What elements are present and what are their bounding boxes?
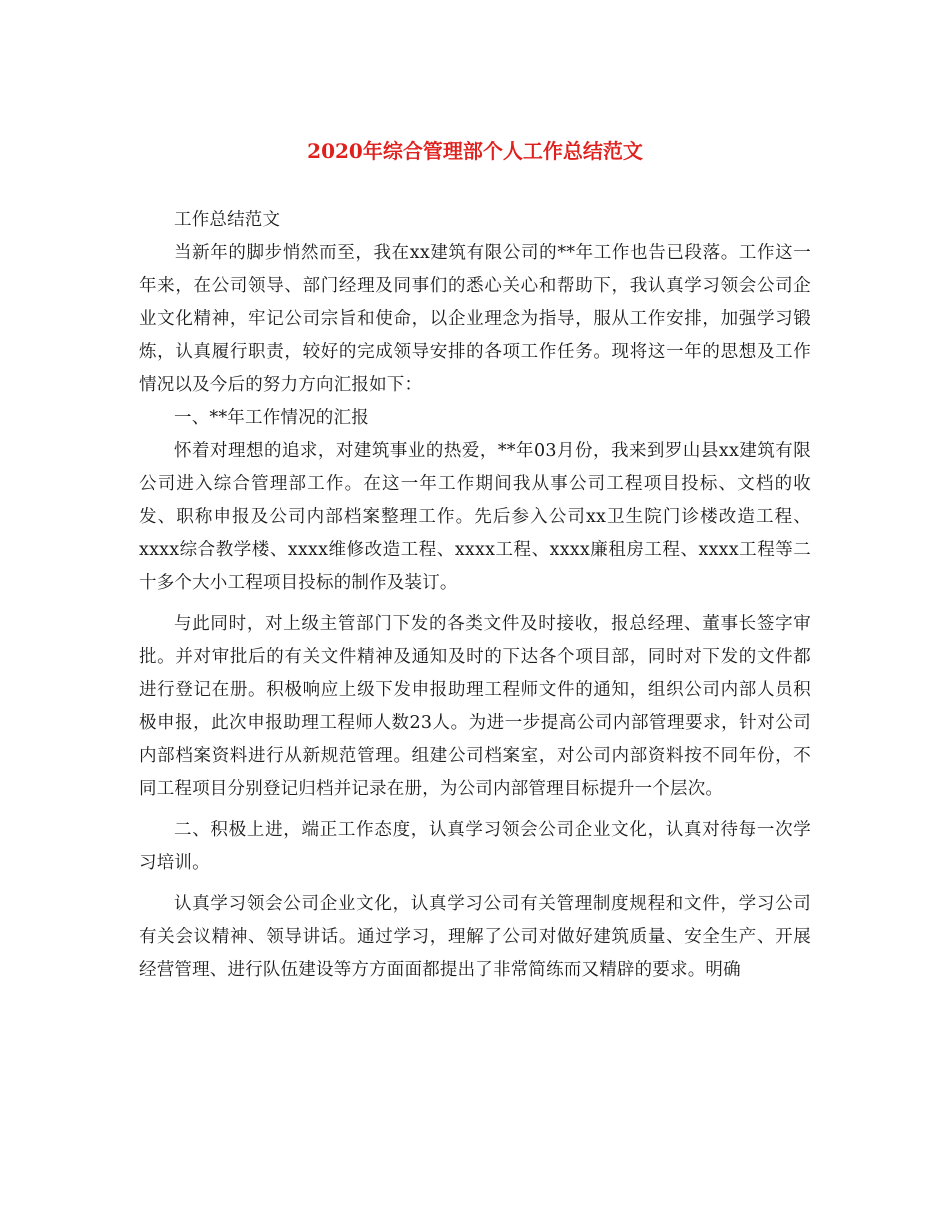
paragraph-subtitle: 工作总结范文 — [174, 210, 281, 230]
document-title: 2020年综合管理部个人工作总结范文 — [307, 139, 643, 163]
paragraph-work-report: 怀着对理想的追求，对建筑事业的热爱，**年03月份，我来到罗山县xx建筑有限公司进入综合管理部工作。在这一年工作期间我从事公司工程项目投标、文档的收发、职称申报及公司内部档案整理工作。先后参入公司xx卫生院门诊楼改造工程、xxxx综合教学楼、xxxx维修改造工程、xxxx工程、xxxx廉租房工程、xxxx工程等二十多个大小工程项目投标的制作及装订。 — [139, 441, 811, 593]
section-heading-1: 一、**年工作情况的汇报 — [174, 408, 369, 428]
paragraph-study: 认真学习领会公司企业文化，认真学习公司有关管理制度规程和文件，学习公司有关会议精神、领导讲话。通过学习，理解了公司对做好建筑质量、安全生产、开展经营管理、进行队伍建设等方方面面都提出了非常简练而又精辟的要求。明确 — [139, 894, 811, 980]
section-heading-2: 二、积极上进，端正工作态度，认真学习领会公司企业文化，认真对待每一次学习培训。 — [139, 820, 811, 873]
paragraph-intro: 当新年的脚步悄然而至，我在xx建筑有限公司的**年工作也告已段落。工作这一年来，在公司领导、部门经理及同事们的悉心关心和帮助下，我认真学习领会公司企业文化精神，牢记公司宗旨和使命，以企业理念为指导，服从工作安排，加强学习锻炼，认真履行职责，较好的完成领导安排的各项工作任务。现将这一年的思想及工作情况以及今后的努力方向汇报如下： — [139, 243, 811, 395]
document-body — [139, 204, 811, 987]
paragraph-documents: 与此同时，对上级主管部门下发的各类文件及时接收，报总经理、董事长签字审批。并对审批后的有关文件精神及通知及时的下达各个项目部，同时对下发的文件都进行登记在册。积极响应上级下发申报助理工程师文件的通知，组织公司内部人员积极申报，此次申报助理工程师人数23人。为进一步提高公司内部管理要求，针对公司内部档案资料进行从新规范管理。组建公司档案室，对公司内部资料按不同年份，不同工程项目分别登记归档并记录在册，为公司内部管理目标提升一个层次。 — [139, 614, 811, 799]
